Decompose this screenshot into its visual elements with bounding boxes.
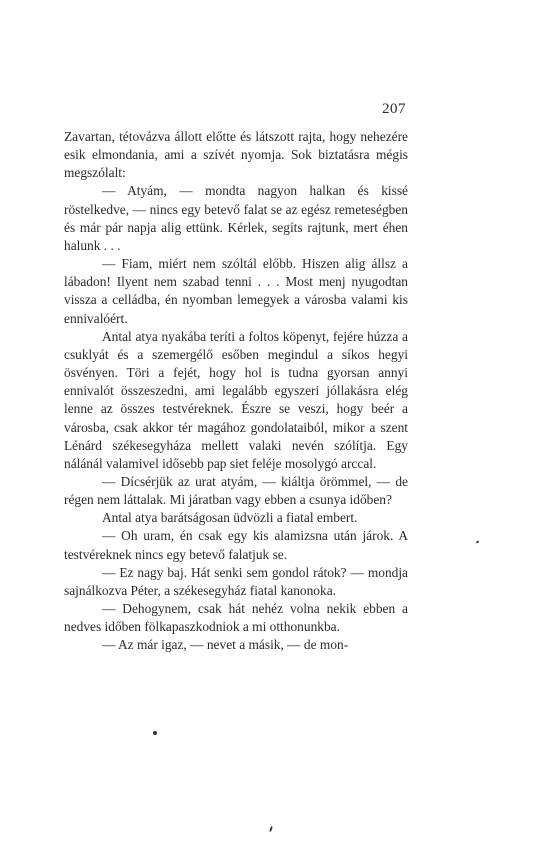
paragraph: Antal atya nyakába teríti a foltos köpenyt, fejére húzza a csuklyát és a szemergélő esőben megindul a síkos hegyi ösvényen. Töri a fejét, hogy hol is tudna gyorsan annyi ennivalót összeszedni, ami legalább egyszeri jóllakásra elég lenne az összes testvéreknek. Észre se veszi, hogy beér a városba, csak akkor tér magához gondolataiból, mikor a szent Lénárd székesegyháza mellett valaki nevén szólítja. Egy nálánál valamivel idősebb pap siet feléje mosolygó arccal.: [64, 328, 408, 471]
paragraph: — Oh uram, én csak egy kis alamizsna után járok. A testvéreknek nincs egy betevő falatjuk se.: [64, 528, 408, 562]
page-number: 207: [382, 101, 406, 117]
paragraph: Antal atya barátságosan üdvözli a fiatal embert.: [102, 510, 358, 526]
paragraph: — Dícsérjük az urat atyám, — kiáltja örömmel, — de régen nem láttalak. Mi járatban vagy ebben a csunya időben?: [64, 473, 408, 508]
paragraph: — Atyám, — mondta nagyon halkan és kissé röstelkedve, — nincs egy betevő falat se az egész remeteségben és már pár napja alig ettünk. Kérlek, segíts rajtunk, mert éhen halunk . . .: [64, 183, 408, 253]
ink-speck: [153, 731, 157, 735]
ink-speck: [269, 826, 273, 832]
paragraph: — Fiam, miért nem szóltál előbb. Hiszen alig állsz a lábadon! Ilyent nem szabad tenni . . . Most menj nyugodtan vissza a celládba, én nyomban lemegyek a városba valami kis ennivalóért.: [64, 256, 408, 326]
paragraph: Zavartan, tétovázva állott előtte és látszott rajta, hogy nehezére esik elmondania, ami a szívét nyomja. Sok biztatásra mégis megszólalt:: [64, 129, 408, 181]
ink-speck: [476, 540, 480, 543]
paragraph: — Dehogynem, csak hát nehéz volna nekik ebben a nedves időben fölkapaszkodniok a mi otthonunkba.: [64, 601, 408, 635]
body-text: [64, 128, 408, 655]
paragraph: — Ez nagy baj. Hát senki sem gondol rátok? — mondja sajnálkozva Péter, a székesegyház fiatal kanonoka.: [64, 564, 408, 598]
paragraph: — Az már igaz, — nevet a másik, — de mon-: [102, 637, 349, 653]
